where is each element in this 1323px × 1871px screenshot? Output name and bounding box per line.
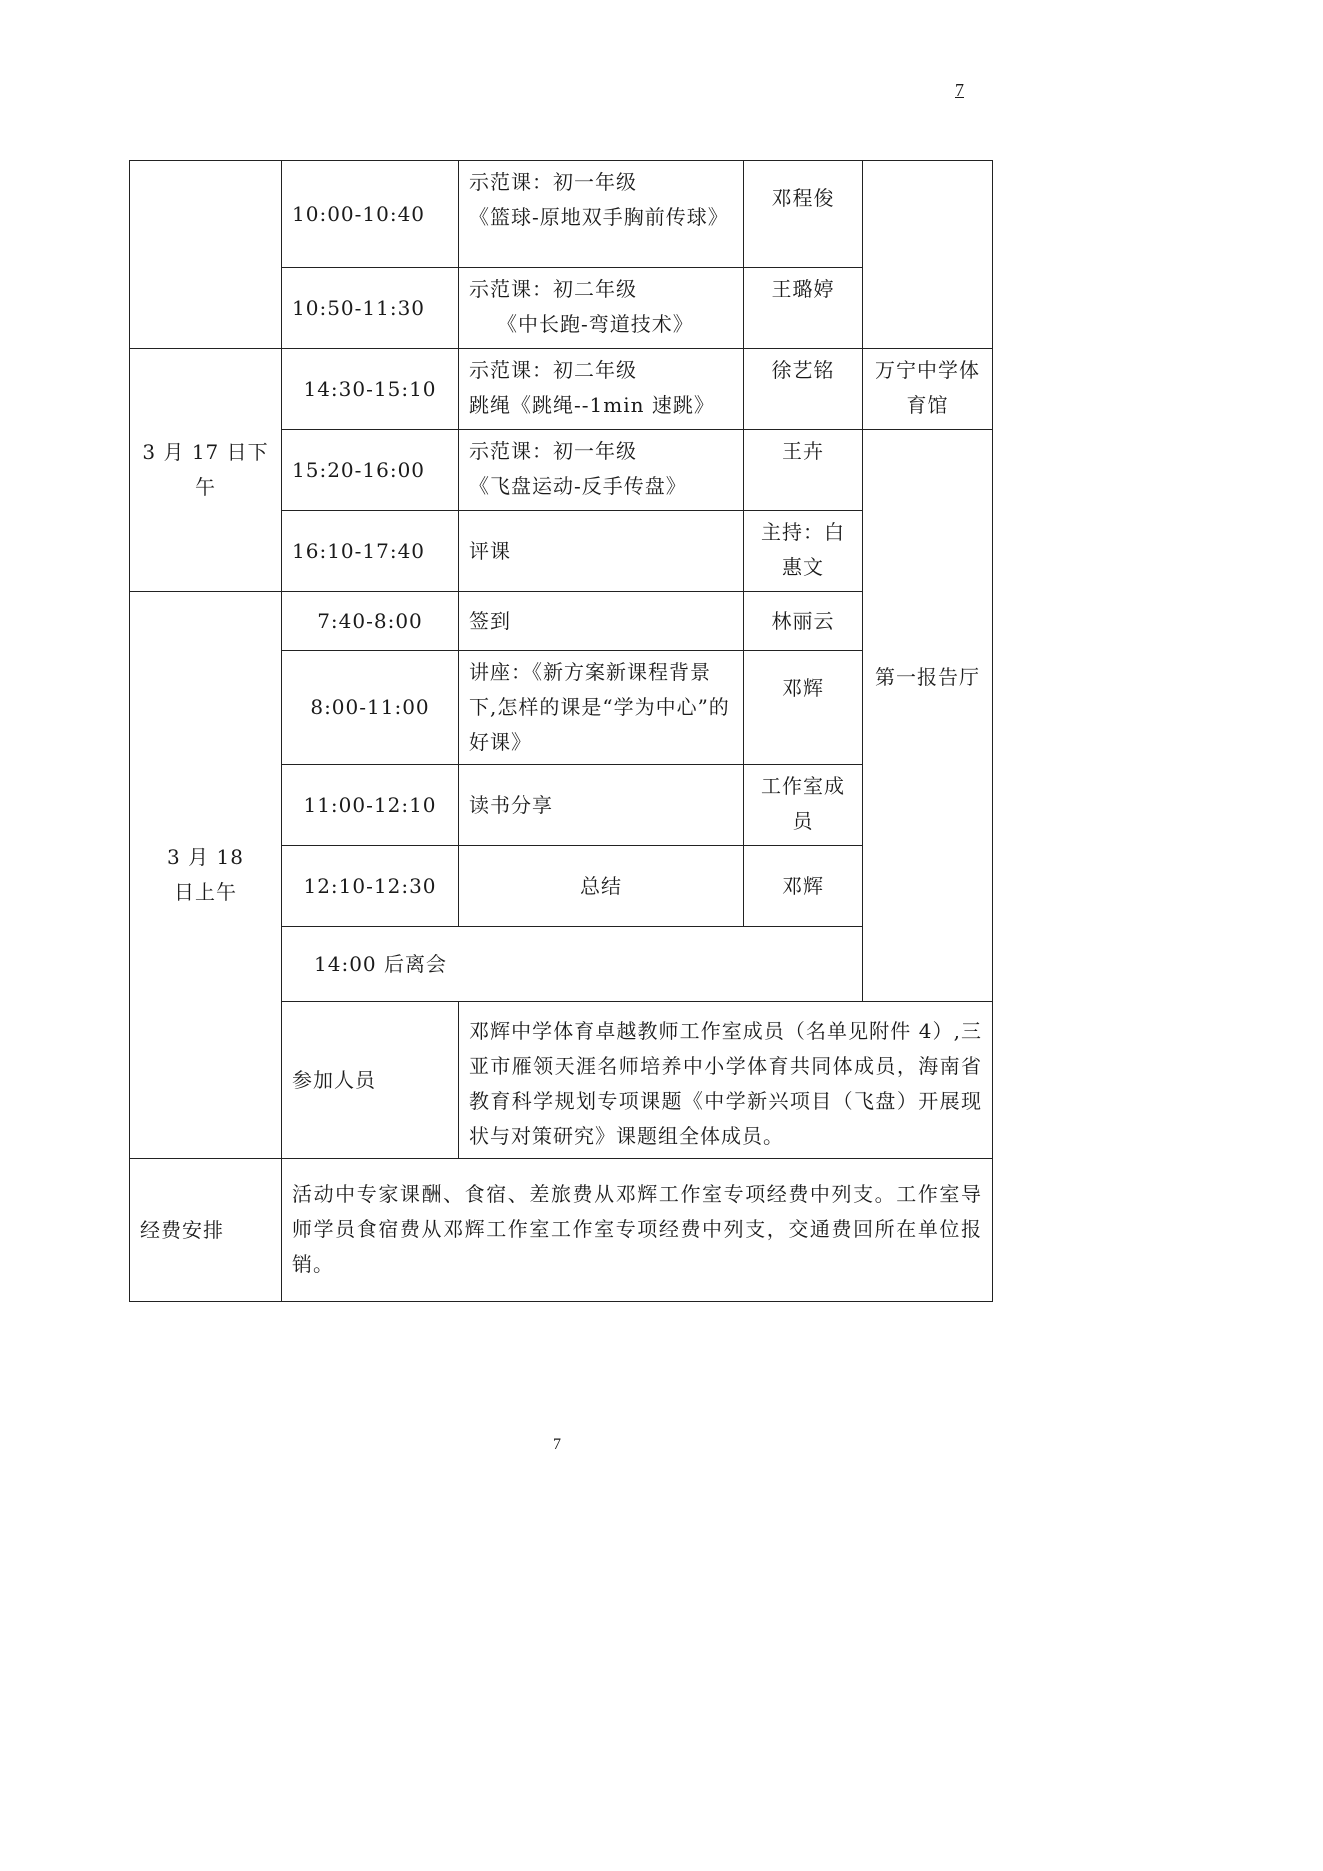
- funding-text: 活动中专家课酬、食宿、差旅费从邓辉工作室专项经费中列支。工作室导师学员食宿费从邓辉工作室工作室专项经费中列支，交通费回所在单位报销。: [282, 1159, 993, 1302]
- content-cell: 示范课：初一年级 《飞盘运动-反手传盘》: [459, 430, 744, 511]
- date-cell-afternoon: 3 月 17 日下午: [130, 349, 282, 592]
- time-cell: 8:00-11:00: [282, 651, 459, 765]
- time-cell: 14:30-15:10: [282, 349, 459, 430]
- date-cell-morning: 3 月 18 日上午: [130, 592, 282, 1159]
- date-cell-previous: [130, 161, 282, 349]
- person-cell: 徐艺铭: [744, 349, 863, 430]
- time-cell: 11:00-12:10: [282, 765, 459, 846]
- funding-row: [130, 1159, 993, 1302]
- content-cell: 讲座：《新方案新课程背景下,怎样的课是“学为中心”的好课》: [459, 651, 744, 765]
- time-cell: 16:10-17:40: [282, 511, 459, 592]
- person-cell: 王璐婷: [744, 268, 863, 349]
- departure-cell: 14:00 后离会: [282, 927, 993, 1002]
- venue-cell-hall: 第一报告厅: [863, 430, 993, 1002]
- person-cell: 工作室成员: [744, 765, 863, 846]
- content-cell: 示范课：初二年级 跳绳《跳绳--1min 速跳》: [459, 349, 744, 430]
- page-number-bottom: 7: [553, 1436, 561, 1453]
- time-cell: 10:50-11:30: [282, 268, 459, 349]
- content-cell: 示范课：初二年级 《中长跑-弯道技术》: [459, 268, 744, 349]
- time-cell: 15:20-16:00: [282, 430, 459, 511]
- content-cell: 评课: [459, 511, 744, 592]
- content-cell: 总结: [459, 846, 744, 927]
- time-cell: 10:00-10:40: [282, 161, 459, 268]
- content-cell: 示范课：初一年级 《篮球-原地双手胸前传球》: [459, 161, 744, 268]
- venue-cell-previous: [863, 161, 993, 349]
- person-cell: 王卉: [744, 430, 863, 511]
- person-cell: 邓辉: [744, 846, 863, 927]
- person-cell: 林丽云: [744, 592, 863, 651]
- venue-cell-gym: 万宁中学体育馆: [863, 349, 993, 430]
- person-cell: 邓程俊: [744, 161, 863, 268]
- participants-label: 参加人员: [282, 1002, 459, 1159]
- table-row: [130, 349, 993, 430]
- page-number-top: 7: [955, 80, 964, 100]
- time-cell: 12:10-12:30: [282, 846, 459, 927]
- person-cell: 主持：白惠文: [744, 511, 863, 592]
- funding-label: 经费安排: [130, 1159, 282, 1302]
- participants-text: 邓辉中学体育卓越教师工作室成员（名单见附件 4）,三亚市雁领天涯名师培养中小学体育共同体成员，海南省教育科学规划专项课题《中学新兴项目（飞盘）开展现状与对策研究》课题组全体成员。: [459, 1002, 993, 1159]
- table-row: [130, 161, 993, 268]
- schedule-table: [129, 160, 993, 1302]
- content-cell: 读书分享: [459, 765, 744, 846]
- content-cell: 签到: [459, 592, 744, 651]
- person-cell: 邓辉: [744, 651, 863, 765]
- time-cell: 7:40-8:00: [282, 592, 459, 651]
